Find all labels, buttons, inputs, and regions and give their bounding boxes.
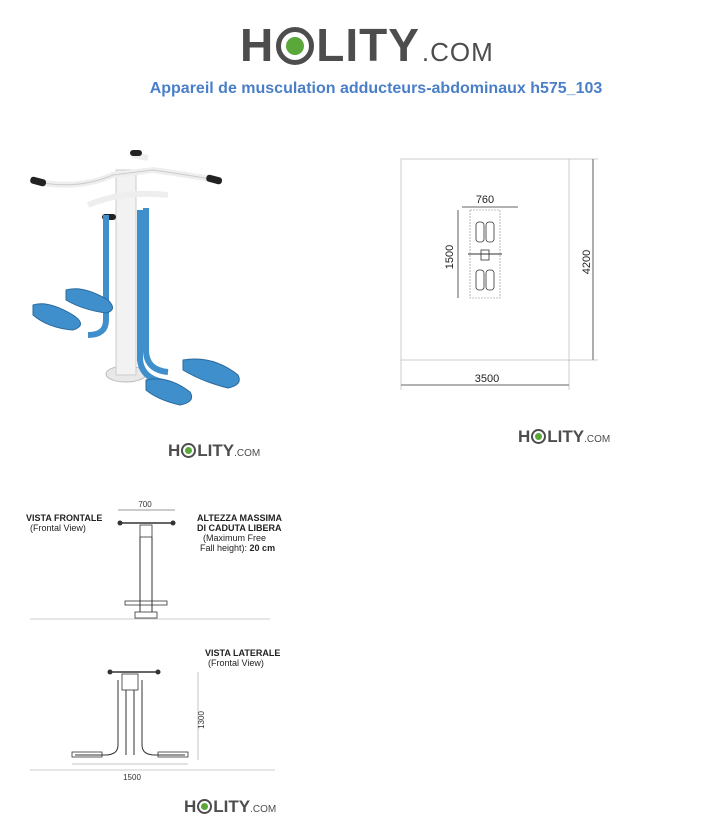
brand-prefix: H xyxy=(168,441,181,460)
fall-value: 20 cm xyxy=(249,543,276,553)
brand-domain: .COM xyxy=(584,434,611,445)
brand-domain: .COM xyxy=(250,804,277,815)
plan-drawing xyxy=(390,150,620,400)
fall-heading-line2: DI CADUTA LIBERA xyxy=(197,523,282,533)
brand-suffix: LITY xyxy=(213,797,251,816)
equipment-illustration xyxy=(18,120,268,420)
plan-view[interactable] xyxy=(390,150,620,400)
brand-o-icon xyxy=(181,443,196,458)
product-image[interactable] xyxy=(18,120,268,420)
brand-prefix: H xyxy=(518,427,531,446)
front-drawing xyxy=(30,495,270,625)
front-view-subheading: (Frontal View) xyxy=(30,523,86,533)
brand-o-icon xyxy=(531,429,546,444)
dim-outer-height: 4200 xyxy=(581,249,593,275)
front-view-drawing[interactable] xyxy=(30,495,270,625)
brand-suffix: LITY xyxy=(547,427,585,446)
front-view-heading: VISTA FRONTALE xyxy=(26,513,103,523)
brand-o-icon xyxy=(276,27,314,65)
brand-logo[interactable] xyxy=(240,18,494,72)
dim-inner-height: 1500 xyxy=(444,244,456,270)
side-view-subheading: (Frontal View) xyxy=(208,658,264,668)
brand-o-icon xyxy=(197,799,212,814)
plan-logo[interactable] xyxy=(518,427,610,447)
dim-side-height: 1300 xyxy=(197,711,206,729)
brand-suffix: LITY xyxy=(197,441,235,460)
side-view-heading: VISTA LATERALE xyxy=(205,648,281,658)
brand-prefix: H xyxy=(240,19,275,71)
dim-outer-width: 3500 xyxy=(474,373,500,385)
brand-domain: .COM xyxy=(421,37,494,67)
drawings-logo[interactable] xyxy=(184,797,276,817)
brand-suffix: LITY xyxy=(316,19,420,71)
dim-inner-width: 760 xyxy=(475,194,495,206)
side-drawing xyxy=(30,660,275,785)
fall-sub-line1: (Maximum Free xyxy=(203,533,267,543)
brand-domain: .COM xyxy=(234,448,261,459)
dim-side-width: 1500 xyxy=(123,773,141,782)
side-view-drawing[interactable] xyxy=(30,660,275,785)
fall-heading-line1: ALTEZZA MASSIMA xyxy=(197,513,282,523)
fall-sub-line2: Fall height): xyxy=(200,543,248,553)
dim-front-top: 700 xyxy=(138,500,152,509)
brand-prefix: H xyxy=(184,797,197,816)
photo-logo[interactable] xyxy=(168,441,260,461)
product-title: Appareil de musculation adducteurs-abdominaux h575_103 xyxy=(149,80,603,97)
